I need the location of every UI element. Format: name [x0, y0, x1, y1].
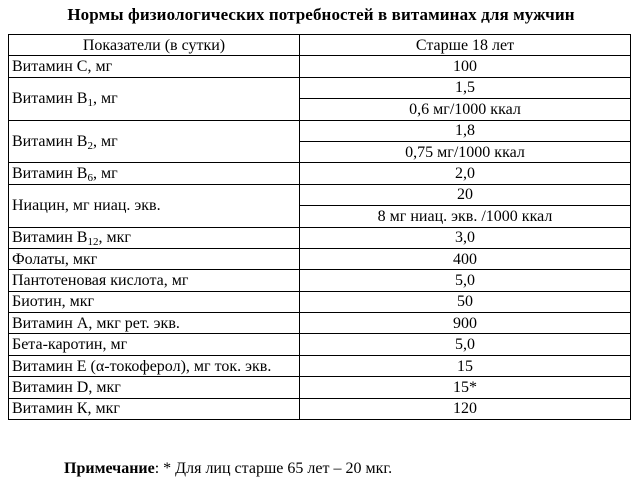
row-value-niacin: 20 [300, 184, 631, 205]
row-label-vitamin-b12 [9, 227, 300, 248]
table-row [9, 355, 631, 376]
label-text: Витамин В [12, 132, 88, 150]
row-label-vitamin-b1 [9, 77, 300, 120]
table-row [9, 377, 631, 398]
document-title: Нормы физиологических потребностей в витаминах для мужчин [67, 5, 575, 24]
table-row [9, 270, 631, 291]
table-row [9, 398, 631, 419]
label-text: Витамин В [12, 90, 88, 108]
row-value-vitamin-b12: 3,0 [300, 227, 631, 248]
label-unit: , мг [92, 132, 118, 150]
vitamin-norms-table [8, 34, 631, 420]
table-row [9, 313, 631, 334]
footnote-text: : * Для лиц старше 65 лет – 20 мкг. [154, 460, 393, 477]
row-label-folates: Фолаты, мкг [9, 248, 300, 269]
row-label-vitamin-b6 [9, 163, 300, 184]
label-subscript: 12 [87, 236, 99, 249]
label-unit: , мг [92, 90, 118, 108]
row-value-vitamin-d: 15* [300, 377, 631, 398]
row-label-vitamin-c: Витамин С, мг [9, 56, 300, 77]
row-value-vitamin-b2-per-kcal: 0,75 мг/1000 ккал [300, 141, 631, 162]
row-value-vitamin-c: 100 [300, 56, 631, 77]
row-value-pantothenic-acid: 5,0 [300, 270, 631, 291]
row-label-vitamin-d: Витамин D, мкг [9, 377, 300, 398]
row-value-beta-carotene: 5,0 [300, 334, 631, 355]
table-row [9, 291, 631, 312]
row-label-vitamin-a: Витамин А, мкг рет. экв. [9, 313, 300, 334]
row-value-vitamin-e: 15 [300, 355, 631, 376]
label-unit: , мкг [98, 229, 131, 247]
footnote-label: Примечание [64, 460, 155, 477]
row-label-vitamin-e: Витамин Е (α-токоферол), мг ток. экв. [9, 355, 300, 376]
row-value-folates: 400 [300, 248, 631, 269]
row-label-beta-carotene: Бета-каротин, мг [9, 334, 300, 355]
row-value-vitamin-b1-per-kcal: 0,6 мг/1000 ккал [300, 99, 631, 120]
label-subscript: 1 [87, 97, 93, 110]
row-label-vitamin-k: Витамин К, мкг [9, 398, 300, 419]
row-value-vitamin-a: 900 [300, 313, 631, 334]
label-subscript: 2 [87, 139, 93, 152]
row-value-vitamin-b6: 2,0 [300, 163, 631, 184]
column-header-indicator: Показатели (в сутки) [9, 35, 300, 56]
row-value-niacin-per-kcal: 8 мг ниац. экв. /1000 ккал [300, 206, 631, 227]
table-header-row [9, 35, 631, 56]
column-header-age: Старше 18 лет [300, 35, 631, 56]
row-label-biotin: Биотин, мкг [9, 291, 300, 312]
label-text: Витамин В [12, 165, 88, 183]
table-row [9, 120, 631, 141]
footnote [64, 459, 392, 479]
label-unit: , мг [92, 165, 118, 183]
label-subscript: 6 [87, 172, 93, 185]
row-value-vitamin-b1: 1,5 [300, 77, 631, 98]
row-value-vitamin-b2: 1,8 [300, 120, 631, 141]
row-label-niacin: Ниацин, мг ниац. экв. [9, 184, 300, 227]
label-text: Витамин В [12, 229, 88, 247]
table-row [9, 77, 631, 98]
table-row [9, 334, 631, 355]
row-label-vitamin-b2 [9, 120, 300, 163]
table-row [9, 227, 631, 248]
table-row [9, 56, 631, 77]
row-value-biotin: 50 [300, 291, 631, 312]
table-row [9, 184, 631, 205]
row-value-vitamin-k: 120 [300, 398, 631, 419]
row-label-pantothenic-acid: Пантотеновая кислота, мг [9, 270, 300, 291]
table-row [9, 163, 631, 184]
table-row [9, 248, 631, 269]
